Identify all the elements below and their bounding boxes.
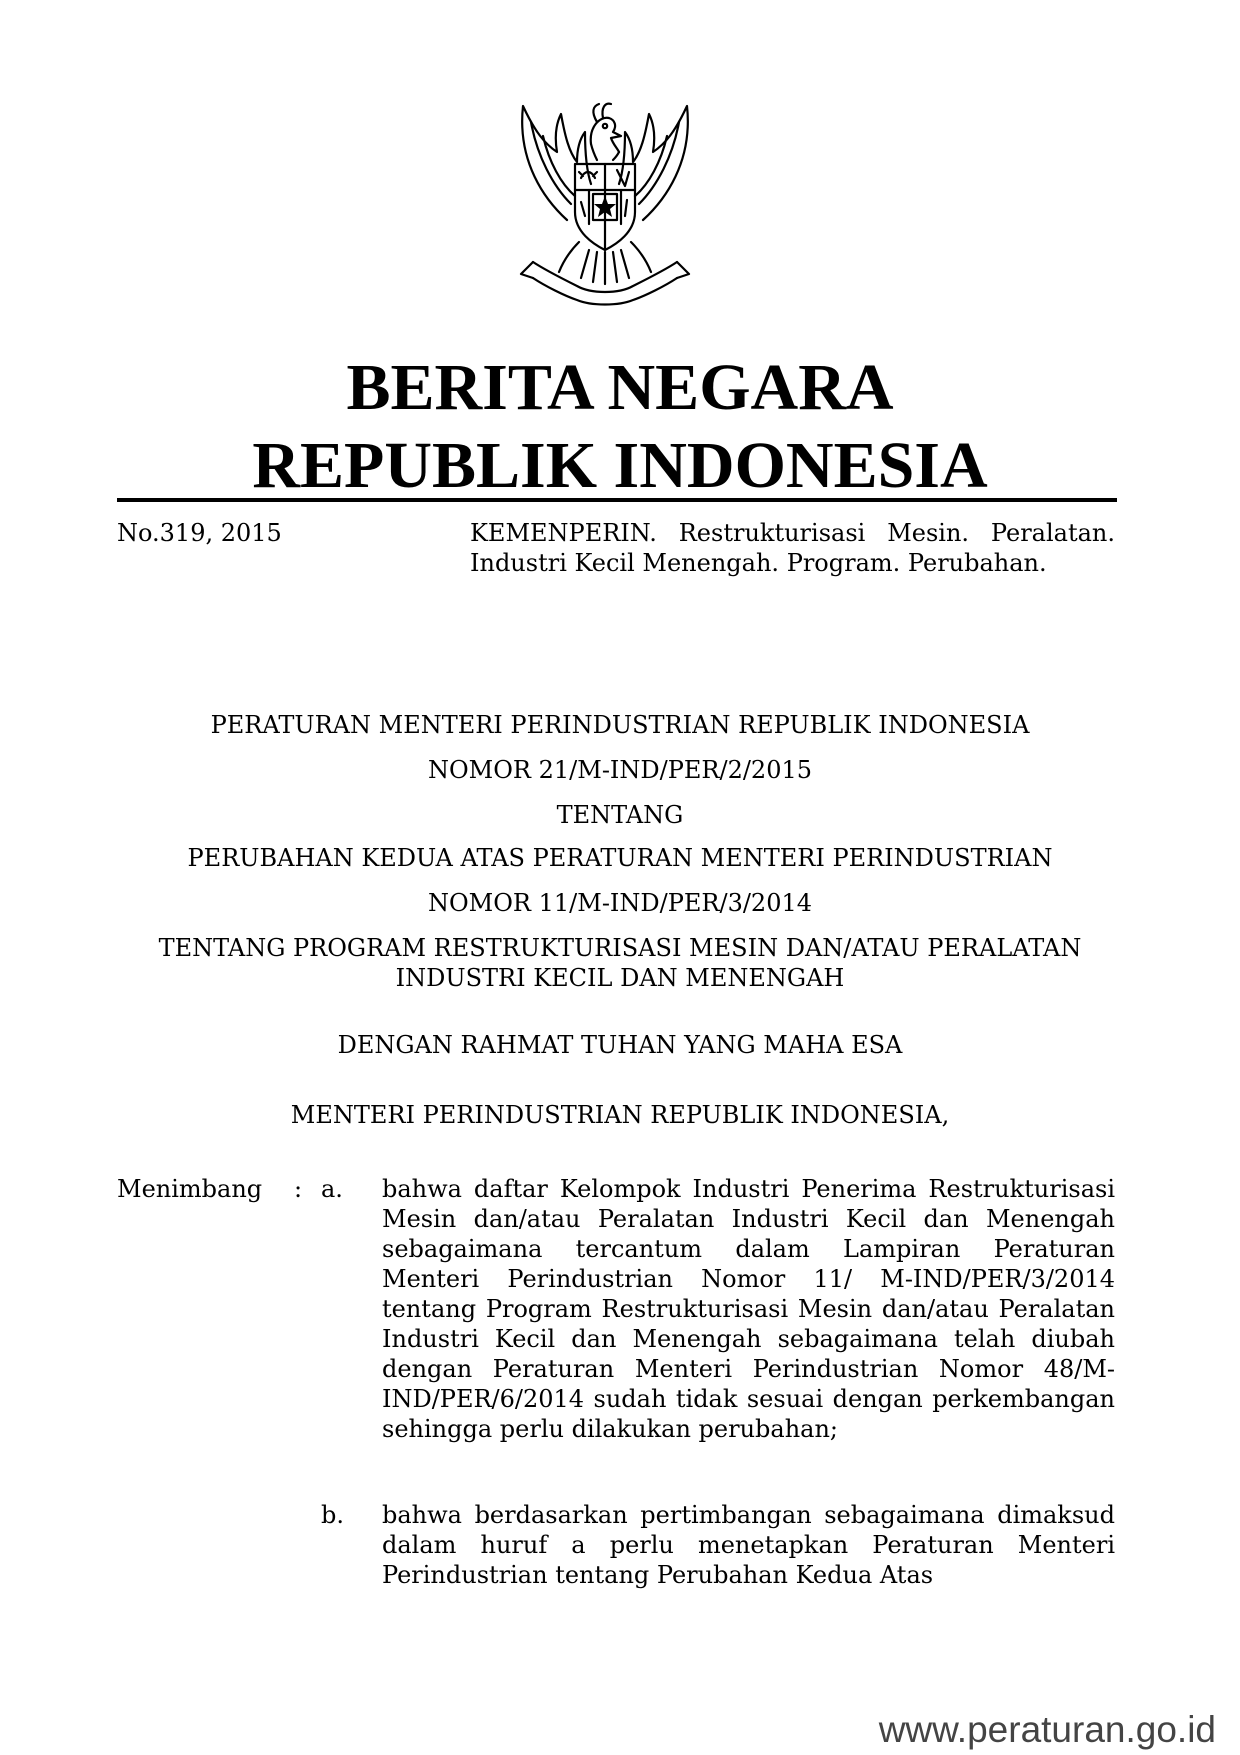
garuda-emblem-icon [505,92,705,306]
regulation-tentang-1: TENTANG [556,801,684,829]
consideration-letter: b. [321,1501,344,1529]
regulation-number: NOMOR 21/M-IND/PER/2/2015 [428,756,812,784]
gazette-title-line2: REPUBLIK INDONESIA [252,429,988,502]
menimbang-label: Menimbang [117,1175,263,1203]
regulation-subject-line1: PERUBAHAN KEDUA ATAS PERATURAN MENTERI PERINDUSTRIAN [187,844,1053,872]
gazette-title-line1: BERITA NEGARA [346,351,894,424]
consideration-letter: a. [321,1175,343,1203]
minister-heading: MENTERI PERINDUSTRIAN REPUBLIK INDONESIA, [290,1101,950,1129]
regulation-title-line1: PERATURAN MENTERI PERINDUSTRIAN REPUBLIK INDONESIA [210,711,1030,739]
gazette-number: No.319, 2015 [117,519,282,547]
regulation-amended-number: NOMOR 11/M-IND/PER/3/2014 [428,889,812,917]
footer-website: www.peraturan.go.id [878,1709,1216,1750]
gazette-topic: KEMENPERIN. Restrukturisasi Mesin. Peralatan. Industri Kecil Menengah. Program. Perubahan. [470,519,1115,577]
consideration-text: bahwa daftar Kelompok Industri Penerima Restrukturisasi Mesin dan/atau Peralatan Industri Kecil dan Menengah sebagaimana tercantum dalam Lampiran Peraturan Menteri Perindustrian Nomor 11/ M-IND/PER/3/2014 tentang Program Restrukturisasi Mesin dan/atau Peralatan Industri Kecil dan Menengah sebagaimana telah diubah dengan Peraturan Menteri Perindustrian Nomor 48/M-IND/PER/6/2014 sudah tidak sesuai dengan perkembangan sehingga perlu dilakukan perubahan; [382,1175,1115,1443]
invocation: DENGAN RAHMAT TUHAN YANG MAHA ESA [337,1031,903,1059]
regulation-subject-line2: TENTANG PROGRAM RESTRUKTURISASI MESIN DAN/ATAU PERALATAN [158,934,1082,962]
consideration-text: bahwa berdasarkan pertimbangan sebagaimana dimaksud dalam huruf a perlu menetapkan Peraturan Menteri Perindustrian tentang Perubahan Kedua Atas [382,1501,1115,1589]
title-divider [117,498,1117,502]
regulation-subject-line3: INDUSTRI KECIL DAN MENENGAH [395,964,845,992]
menimbang-colon: : [294,1175,303,1203]
